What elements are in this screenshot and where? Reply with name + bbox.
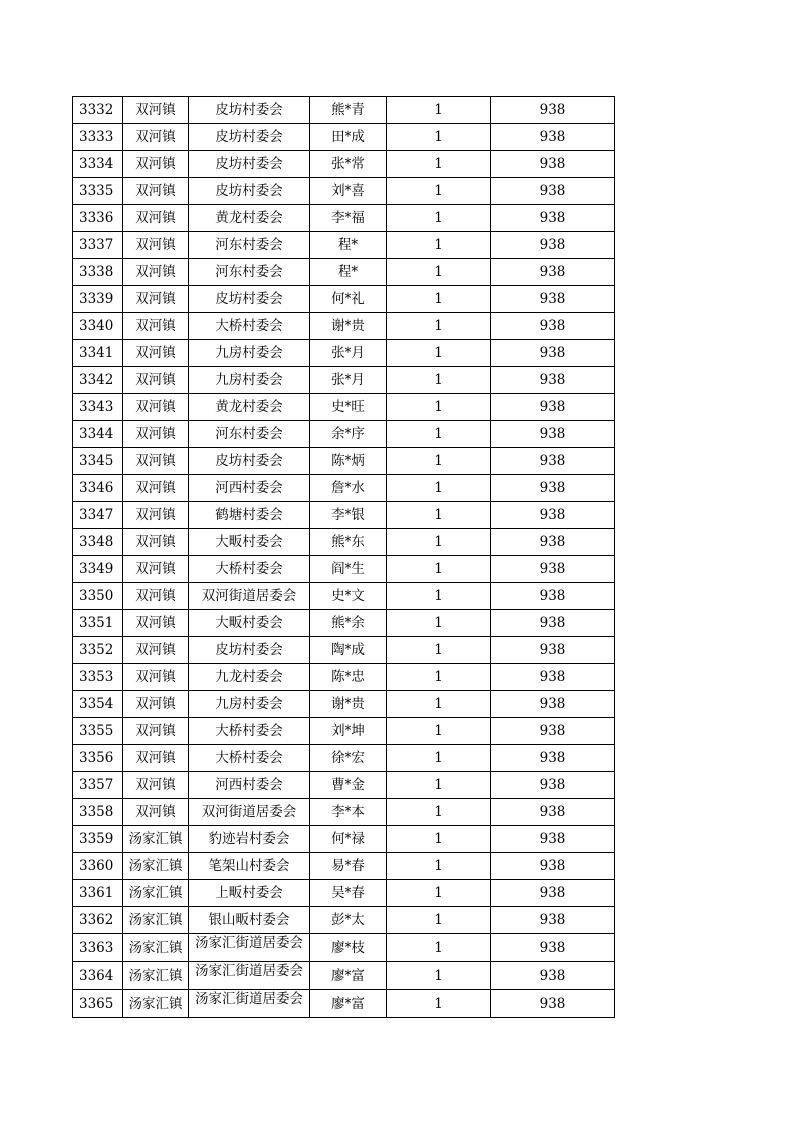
row-number-cell: 3347: [73, 502, 123, 529]
person-name-cell: 程*: [310, 232, 387, 259]
town-cell: 双河镇: [123, 97, 189, 124]
amount-cell: 938: [491, 340, 615, 367]
village-committee-cell: 大畈村委会: [189, 610, 310, 637]
amount-cell: 938: [491, 934, 615, 962]
count-cell: 1: [387, 853, 491, 880]
table-row: [73, 124, 615, 151]
row-number-cell: 3349: [73, 556, 123, 583]
amount-cell: 938: [491, 583, 615, 610]
town-cell: 双河镇: [123, 124, 189, 151]
count-cell: 1: [387, 151, 491, 178]
amount-cell: 938: [491, 880, 615, 907]
village-committee-cell: 九房村委会: [189, 367, 310, 394]
table-row: [73, 799, 615, 826]
person-name-cell: 詹*水: [310, 475, 387, 502]
row-number-cell: 3341: [73, 340, 123, 367]
row-number-cell: 3334: [73, 151, 123, 178]
village-committee-cell: 大桥村委会: [189, 745, 310, 772]
row-number-cell: 3355: [73, 718, 123, 745]
count-cell: 1: [387, 286, 491, 313]
table-row: [73, 907, 615, 934]
table-row: [73, 745, 615, 772]
count-cell: 1: [387, 990, 491, 1018]
village-committee-cell: 大畈村委会: [189, 529, 310, 556]
count-cell: 1: [387, 475, 491, 502]
village-committee-cell: 大桥村委会: [189, 313, 310, 340]
town-cell: 双河镇: [123, 772, 189, 799]
village-committee-cell: 皮坊村委会: [189, 124, 310, 151]
count-cell: 1: [387, 367, 491, 394]
count-cell: 1: [387, 97, 491, 124]
village-committee-cell: 汤家汇街道居委会: [189, 962, 310, 990]
person-name-cell: 张*月: [310, 340, 387, 367]
amount-cell: 938: [491, 691, 615, 718]
amount-cell: 938: [491, 799, 615, 826]
village-committee-cell: 汤家汇街道居委会: [189, 990, 310, 1018]
row-number-cell: 3346: [73, 475, 123, 502]
table-row: [73, 529, 615, 556]
table-row: [73, 97, 615, 124]
village-committee-cell: 双河街道居委会: [189, 583, 310, 610]
person-name-cell: 刘*喜: [310, 178, 387, 205]
town-cell: 汤家汇镇: [123, 907, 189, 934]
row-number-cell: 3342: [73, 367, 123, 394]
table-row: [73, 286, 615, 313]
row-number-cell: 3352: [73, 637, 123, 664]
village-committee-cell: 皮坊村委会: [189, 151, 310, 178]
row-number-cell: 3353: [73, 664, 123, 691]
count-cell: 1: [387, 962, 491, 990]
count-cell: 1: [387, 745, 491, 772]
town-cell: 双河镇: [123, 394, 189, 421]
village-committee-cell: 黄龙村委会: [189, 205, 310, 232]
person-name-cell: 陈*炳: [310, 448, 387, 475]
town-cell: 汤家汇镇: [123, 853, 189, 880]
amount-cell: 938: [491, 745, 615, 772]
count-cell: 1: [387, 178, 491, 205]
amount-cell: 938: [491, 151, 615, 178]
person-name-cell: 程*: [310, 259, 387, 286]
table-row: [73, 962, 615, 990]
person-name-cell: 廖*富: [310, 962, 387, 990]
village-committee-cell: 九房村委会: [189, 340, 310, 367]
town-cell: 双河镇: [123, 583, 189, 610]
row-number-cell: 3335: [73, 178, 123, 205]
town-cell: 双河镇: [123, 232, 189, 259]
amount-cell: 938: [491, 502, 615, 529]
row-number-cell: 3358: [73, 799, 123, 826]
amount-cell: 938: [491, 990, 615, 1018]
village-committee-cell: 银山畈村委会: [189, 907, 310, 934]
table-row: [73, 880, 615, 907]
row-number-cell: 3332: [73, 97, 123, 124]
count-cell: 1: [387, 637, 491, 664]
row-number-cell: 3363: [73, 934, 123, 962]
table-row: [73, 340, 615, 367]
village-committee-cell: 上畈村委会: [189, 880, 310, 907]
row-number-cell: 3365: [73, 990, 123, 1018]
town-cell: 汤家汇镇: [123, 880, 189, 907]
town-cell: 双河镇: [123, 340, 189, 367]
amount-cell: 938: [491, 421, 615, 448]
village-committee-cell: 汤家汇街道居委会: [189, 934, 310, 962]
person-name-cell: 余*序: [310, 421, 387, 448]
count-cell: 1: [387, 313, 491, 340]
table-row: [73, 232, 615, 259]
amount-cell: 938: [491, 962, 615, 990]
count-cell: 1: [387, 556, 491, 583]
village-committee-cell: 皮坊村委会: [189, 637, 310, 664]
count-cell: 1: [387, 124, 491, 151]
person-name-cell: 徐*宏: [310, 745, 387, 772]
table-row: [73, 610, 615, 637]
town-cell: 双河镇: [123, 718, 189, 745]
table-row: [73, 772, 615, 799]
count-cell: 1: [387, 610, 491, 637]
village-committee-cell: 皮坊村委会: [189, 286, 310, 313]
town-cell: 双河镇: [123, 367, 189, 394]
person-name-cell: 何*礼: [310, 286, 387, 313]
amount-cell: 938: [491, 124, 615, 151]
table-row: [73, 826, 615, 853]
town-cell: 汤家汇镇: [123, 990, 189, 1018]
row-number-cell: 3359: [73, 826, 123, 853]
town-cell: 双河镇: [123, 259, 189, 286]
table-row: [73, 205, 615, 232]
amount-cell: 938: [491, 259, 615, 286]
person-name-cell: 陈*忠: [310, 664, 387, 691]
table-row: [73, 664, 615, 691]
row-number-cell: 3356: [73, 745, 123, 772]
person-name-cell: 李*福: [310, 205, 387, 232]
person-name-cell: 李*本: [310, 799, 387, 826]
village-committee-cell: 皮坊村委会: [189, 448, 310, 475]
person-name-cell: 曹*金: [310, 772, 387, 799]
amount-cell: 938: [491, 448, 615, 475]
row-number-cell: 3350: [73, 583, 123, 610]
row-number-cell: 3354: [73, 691, 123, 718]
person-name-cell: 廖*枝: [310, 934, 387, 962]
count-cell: 1: [387, 772, 491, 799]
amount-cell: 938: [491, 205, 615, 232]
row-number-cell: 3344: [73, 421, 123, 448]
table-row: [73, 637, 615, 664]
town-cell: 汤家汇镇: [123, 934, 189, 962]
person-name-cell: 李*银: [310, 502, 387, 529]
count-cell: 1: [387, 799, 491, 826]
table-row: [73, 421, 615, 448]
person-name-cell: 张*常: [310, 151, 387, 178]
count-cell: 1: [387, 691, 491, 718]
table-row: [73, 475, 615, 502]
table-row: [73, 313, 615, 340]
person-name-cell: 熊*青: [310, 97, 387, 124]
person-name-cell: 谢*贵: [310, 313, 387, 340]
town-cell: 双河镇: [123, 205, 189, 232]
amount-cell: 938: [491, 313, 615, 340]
town-cell: 双河镇: [123, 151, 189, 178]
count-cell: 1: [387, 718, 491, 745]
amount-cell: 938: [491, 826, 615, 853]
amount-cell: 938: [491, 394, 615, 421]
row-number-cell: 3338: [73, 259, 123, 286]
village-committee-cell: 河西村委会: [189, 475, 310, 502]
table-body: [73, 97, 615, 1018]
amount-cell: 938: [491, 178, 615, 205]
count-cell: 1: [387, 880, 491, 907]
count-cell: 1: [387, 421, 491, 448]
village-committee-cell: 大桥村委会: [189, 718, 310, 745]
table-row: [73, 990, 615, 1018]
row-number-cell: 3348: [73, 529, 123, 556]
village-committee-cell: 九房村委会: [189, 691, 310, 718]
table-row: [73, 853, 615, 880]
town-cell: 汤家汇镇: [123, 962, 189, 990]
town-cell: 双河镇: [123, 313, 189, 340]
row-number-cell: 3345: [73, 448, 123, 475]
amount-cell: 938: [491, 529, 615, 556]
person-name-cell: 熊*东: [310, 529, 387, 556]
person-name-cell: 谢*贵: [310, 691, 387, 718]
table-row: [73, 394, 615, 421]
village-committee-cell: 皮坊村委会: [189, 178, 310, 205]
amount-cell: 938: [491, 556, 615, 583]
row-number-cell: 3361: [73, 880, 123, 907]
town-cell: 双河镇: [123, 529, 189, 556]
table-row: [73, 151, 615, 178]
row-number-cell: 3351: [73, 610, 123, 637]
village-committee-cell: 皮坊村委会: [189, 97, 310, 124]
amount-cell: 938: [491, 637, 615, 664]
town-cell: 双河镇: [123, 502, 189, 529]
village-committee-cell: 河东村委会: [189, 421, 310, 448]
count-cell: 1: [387, 907, 491, 934]
table-row: [73, 691, 615, 718]
row-number-cell: 3360: [73, 853, 123, 880]
village-committee-cell: 河东村委会: [189, 259, 310, 286]
row-number-cell: 3337: [73, 232, 123, 259]
person-name-cell: 何*禄: [310, 826, 387, 853]
village-committee-cell: 黄龙村委会: [189, 394, 310, 421]
village-committee-cell: 笔架山村委会: [189, 853, 310, 880]
row-number-cell: 3362: [73, 907, 123, 934]
count-cell: 1: [387, 232, 491, 259]
amount-cell: 938: [491, 610, 615, 637]
subsidy-table: [72, 96, 615, 1018]
count-cell: 1: [387, 394, 491, 421]
person-name-cell: 张*月: [310, 367, 387, 394]
table-row: [73, 718, 615, 745]
amount-cell: 938: [491, 853, 615, 880]
count-cell: 1: [387, 502, 491, 529]
person-name-cell: 廖*富: [310, 990, 387, 1018]
amount-cell: 938: [491, 286, 615, 313]
table-row: [73, 556, 615, 583]
amount-cell: 938: [491, 97, 615, 124]
person-name-cell: 刘*坤: [310, 718, 387, 745]
town-cell: 双河镇: [123, 610, 189, 637]
table-row: [73, 502, 615, 529]
count-cell: 1: [387, 340, 491, 367]
person-name-cell: 吴*春: [310, 880, 387, 907]
person-name-cell: 史*旺: [310, 394, 387, 421]
town-cell: 双河镇: [123, 664, 189, 691]
village-committee-cell: 鹤塘村委会: [189, 502, 310, 529]
table-row: [73, 448, 615, 475]
count-cell: 1: [387, 664, 491, 691]
count-cell: 1: [387, 529, 491, 556]
count-cell: 1: [387, 259, 491, 286]
town-cell: 双河镇: [123, 286, 189, 313]
count-cell: 1: [387, 826, 491, 853]
town-cell: 双河镇: [123, 178, 189, 205]
town-cell: 双河镇: [123, 691, 189, 718]
amount-cell: 938: [491, 232, 615, 259]
amount-cell: 938: [491, 475, 615, 502]
person-name-cell: 易*春: [310, 853, 387, 880]
row-number-cell: 3333: [73, 124, 123, 151]
town-cell: 双河镇: [123, 745, 189, 772]
amount-cell: 938: [491, 772, 615, 799]
count-cell: 1: [387, 448, 491, 475]
amount-cell: 938: [491, 664, 615, 691]
person-name-cell: 阎*生: [310, 556, 387, 583]
amount-cell: 938: [491, 367, 615, 394]
count-cell: 1: [387, 583, 491, 610]
town-cell: 汤家汇镇: [123, 826, 189, 853]
person-name-cell: 熊*余: [310, 610, 387, 637]
village-committee-cell: 大桥村委会: [189, 556, 310, 583]
table-row: [73, 934, 615, 962]
village-committee-cell: 河西村委会: [189, 772, 310, 799]
count-cell: 1: [387, 934, 491, 962]
person-name-cell: 史*文: [310, 583, 387, 610]
town-cell: 双河镇: [123, 556, 189, 583]
person-name-cell: 彭*太: [310, 907, 387, 934]
village-committee-cell: 九龙村委会: [189, 664, 310, 691]
person-name-cell: 田*成: [310, 124, 387, 151]
town-cell: 双河镇: [123, 448, 189, 475]
table-row: [73, 259, 615, 286]
row-number-cell: 3336: [73, 205, 123, 232]
row-number-cell: 3357: [73, 772, 123, 799]
count-cell: 1: [387, 205, 491, 232]
town-cell: 双河镇: [123, 421, 189, 448]
row-number-cell: 3343: [73, 394, 123, 421]
table-row: [73, 583, 615, 610]
village-committee-cell: 河东村委会: [189, 232, 310, 259]
amount-cell: 938: [491, 718, 615, 745]
table-row: [73, 178, 615, 205]
town-cell: 双河镇: [123, 637, 189, 664]
row-number-cell: 3340: [73, 313, 123, 340]
town-cell: 双河镇: [123, 799, 189, 826]
village-committee-cell: 豹迹岩村委会: [189, 826, 310, 853]
village-committee-cell: 双河街道居委会: [189, 799, 310, 826]
amount-cell: 938: [491, 907, 615, 934]
person-name-cell: 陶*成: [310, 637, 387, 664]
row-number-cell: 3364: [73, 962, 123, 990]
town-cell: 双河镇: [123, 475, 189, 502]
row-number-cell: 3339: [73, 286, 123, 313]
table-row: [73, 367, 615, 394]
